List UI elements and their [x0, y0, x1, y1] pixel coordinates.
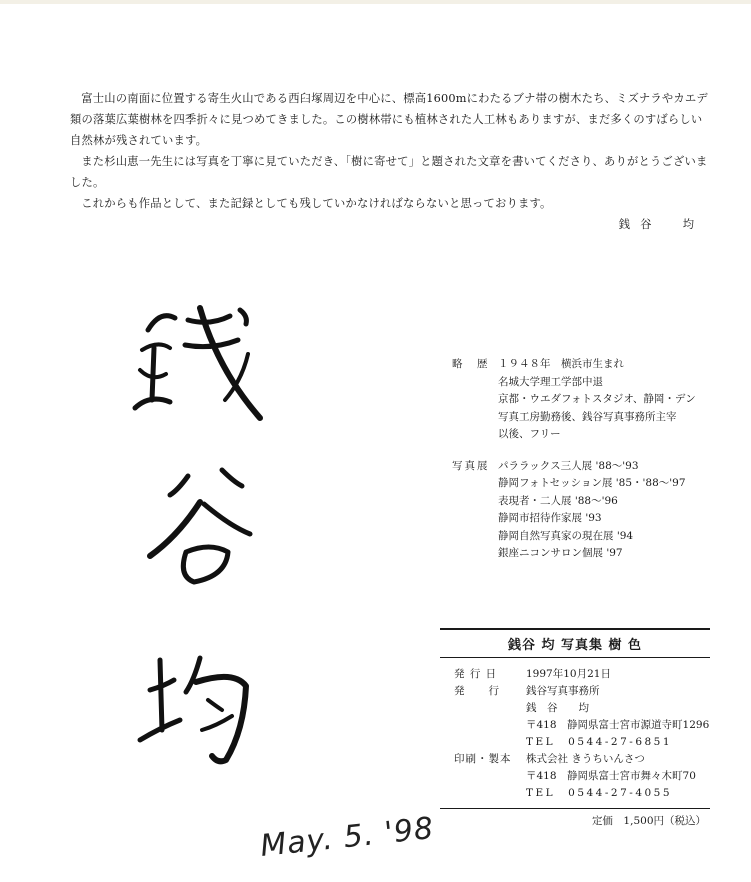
history-item: 写真工房勤務後、銭谷写真事務所主宰	[498, 410, 677, 423]
publisher-line: 〒418 静岡県富士宮市源道寺町1296	[526, 719, 710, 731]
history-label: 略 歴	[452, 358, 490, 370]
intro-paragraph: また杉山恵一先生には写真を丁寧に見ていただき、「樹に寄せて」と題された文章を書いてくださり、ありがとうございました。	[70, 155, 708, 189]
exhibitions-label: 写真展	[452, 459, 490, 472]
intro-paragraph: これからも作品として、また記録としても残していかなければならないと思っております。	[81, 197, 552, 210]
history-item: 京都・ウエダフォトスタジオ、静岡・デン	[498, 393, 696, 405]
publisher-label: 発 行	[454, 685, 500, 697]
exhibitions-section	[452, 458, 722, 563]
printer-line: 〒418 静岡県富士宮市舞々木町70	[526, 770, 696, 782]
history-item: １９４８年 横浜市生まれ	[498, 358, 624, 370]
exhibition-item: 静岡市招待作家展 '93	[498, 512, 602, 524]
history-item: 以後、フリー	[498, 428, 561, 440]
issue-date-value: 1997年10月21日	[526, 668, 611, 680]
history-item: 名城大学理工学部中退	[498, 375, 603, 388]
publisher-row	[454, 683, 710, 751]
handwritten-signature-graphic	[130, 290, 290, 790]
issue-date-row	[454, 666, 710, 683]
colophon	[440, 628, 710, 828]
exhibition-item: 表現者・二人展 '88～'96	[498, 494, 618, 507]
exhibition-item: 静岡自然写真家の現在展 '94	[498, 529, 634, 542]
printer-line: 株式会社 きうちいんさつ	[526, 753, 645, 765]
handwritten-date: May. 5. '98	[258, 810, 436, 865]
exhibition-item: 銀座ニコンサロン個展 '97	[498, 547, 623, 559]
printer-line: TEL 0544-27-4055	[526, 787, 673, 799]
history-section	[452, 356, 722, 444]
author-signoff: 銭谷 均	[618, 218, 704, 231]
issue-date-label: 発 行 日	[454, 668, 498, 680]
book-title: 銭谷 均 写真集 樹 色	[507, 638, 643, 653]
exhibition-item: 静岡フォトセッション展 '85・'88～'97	[498, 477, 686, 489]
author-profile	[452, 356, 722, 563]
price: 定価 1,500円（税込）	[591, 815, 706, 827]
publisher-line: TEL 0544-27-6851	[526, 736, 673, 748]
introduction-text	[70, 88, 710, 235]
publisher-line: 銭谷写真事務所	[526, 685, 600, 697]
printer-row	[454, 751, 710, 802]
intro-paragraph: 富士山の南面に位置する寄生火山である西臼塚周辺を中心に、標高1600mにわたるブナ帯の樹木たち、ミズナラやカエデ類の落葉広葉樹林を四季折々に見つめてきました。この樹林帯にも植林された人工林もありますが、まだ多くのすばらしい自然林が残されています。	[70, 92, 708, 147]
exhibition-item: パララックス三人展 '88～'93	[498, 459, 639, 472]
page-top-edge	[0, 0, 751, 4]
publisher-line: 銭 谷 均	[526, 702, 589, 714]
printer-label: 印刷・製本	[454, 753, 512, 765]
